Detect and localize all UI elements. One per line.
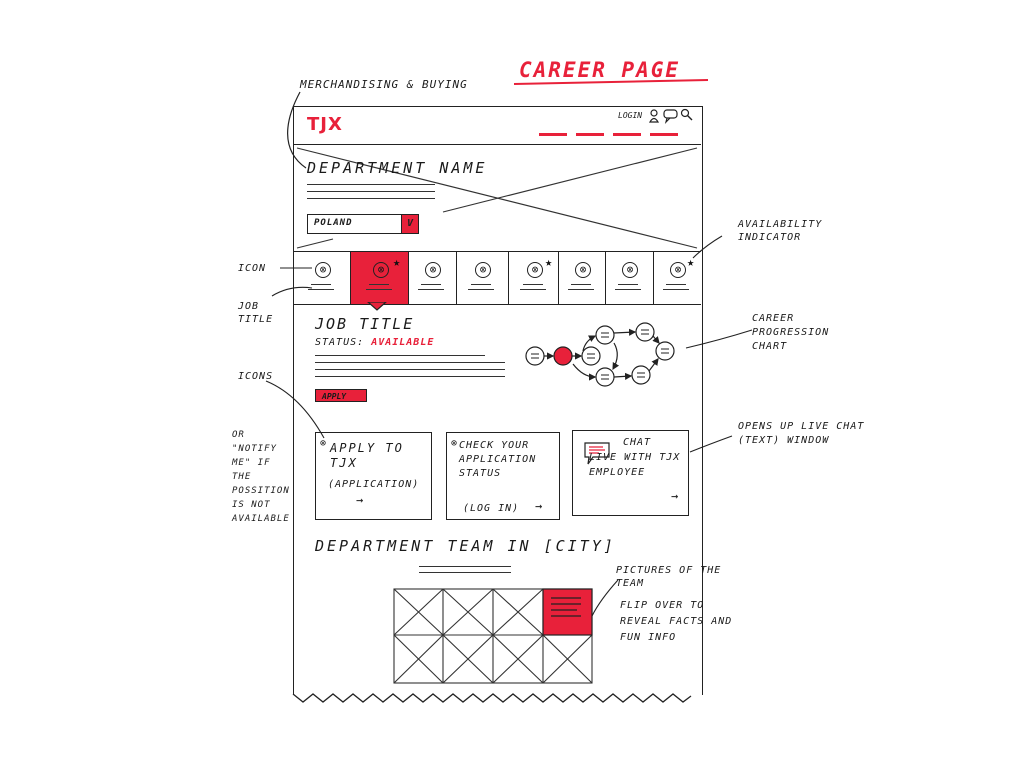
- annotation-career: CAREER PROGRESSION CHART: [752, 313, 830, 352]
- card-title: CHAT LIVE WITH TJX EMPLOYEE: [589, 437, 681, 478]
- job-icon: ⊗: [475, 262, 491, 278]
- annotation-flip: FLIP OVER TO REVEAL FACTS AND FUN INFO: [620, 600, 733, 643]
- status-value: AVAILABLE: [371, 337, 435, 348]
- annotation-chat: OPENS UP LIVE CHAT (TEXT) WINDOW: [738, 421, 865, 446]
- apply-button[interactable]: APPLY: [315, 389, 367, 402]
- job-icon: ⊗: [425, 262, 441, 278]
- status-icon: ⊗: [451, 438, 460, 449]
- department-name: DEPARTMENT NAME: [307, 159, 488, 177]
- card-title: CHECK YOUR APPLICATION STATUS: [459, 440, 537, 479]
- arrow-right-icon: →: [356, 493, 366, 507]
- availability-star-icon: ★: [545, 255, 553, 269]
- apply-icon: ⊗: [320, 438, 329, 449]
- job-icon: ⊗: [527, 262, 543, 278]
- card-subtitle: (LOG IN): [463, 503, 520, 514]
- arrow-right-icon: →: [671, 489, 681, 503]
- job-icon: ⊗: [670, 262, 686, 278]
- availability-star-icon: ★: [687, 255, 695, 269]
- team-title: DEPARTMENT TEAM IN [CITY]: [315, 537, 616, 555]
- job-icon: ⊗: [373, 262, 389, 278]
- job-icon: ⊗: [622, 262, 638, 278]
- card-title: APPLY TO TJX: [330, 441, 404, 470]
- annotation-notify: OR "NOTIFY ME" IF THE POSSITION IS NOT AVAILABLE: [232, 430, 290, 524]
- card-subtitle: (APPLICATION): [328, 479, 420, 490]
- page-title: CAREER PAGE: [519, 58, 681, 82]
- job-icon: ⊗: [575, 262, 591, 278]
- annotation-availability: AVAILABILITY INDICATOR: [738, 219, 823, 243]
- annotation-pictures: PICTURES OF THE TEAM: [616, 565, 722, 589]
- chevron-down-icon[interactable]: V: [401, 215, 418, 233]
- tjx-logo[interactable]: TJX: [307, 114, 343, 135]
- country-select-value: POLAND: [314, 218, 353, 228]
- job-icon: ⊗: [315, 262, 331, 278]
- annotation-icon: ICON: [238, 263, 267, 274]
- availability-star-icon: ★: [393, 255, 401, 269]
- login-link[interactable]: LOGIN: [618, 111, 643, 120]
- arrow-right-icon: →: [535, 499, 545, 513]
- annotation-job-title: JOB TITLE: [238, 301, 274, 325]
- section-label: MERCHANDISING & BUYING: [300, 78, 468, 91]
- job-title: JOB TITLE: [315, 315, 415, 333]
- annotation-icons: ICONS: [238, 371, 274, 382]
- status-label: STATUS:: [315, 337, 365, 348]
